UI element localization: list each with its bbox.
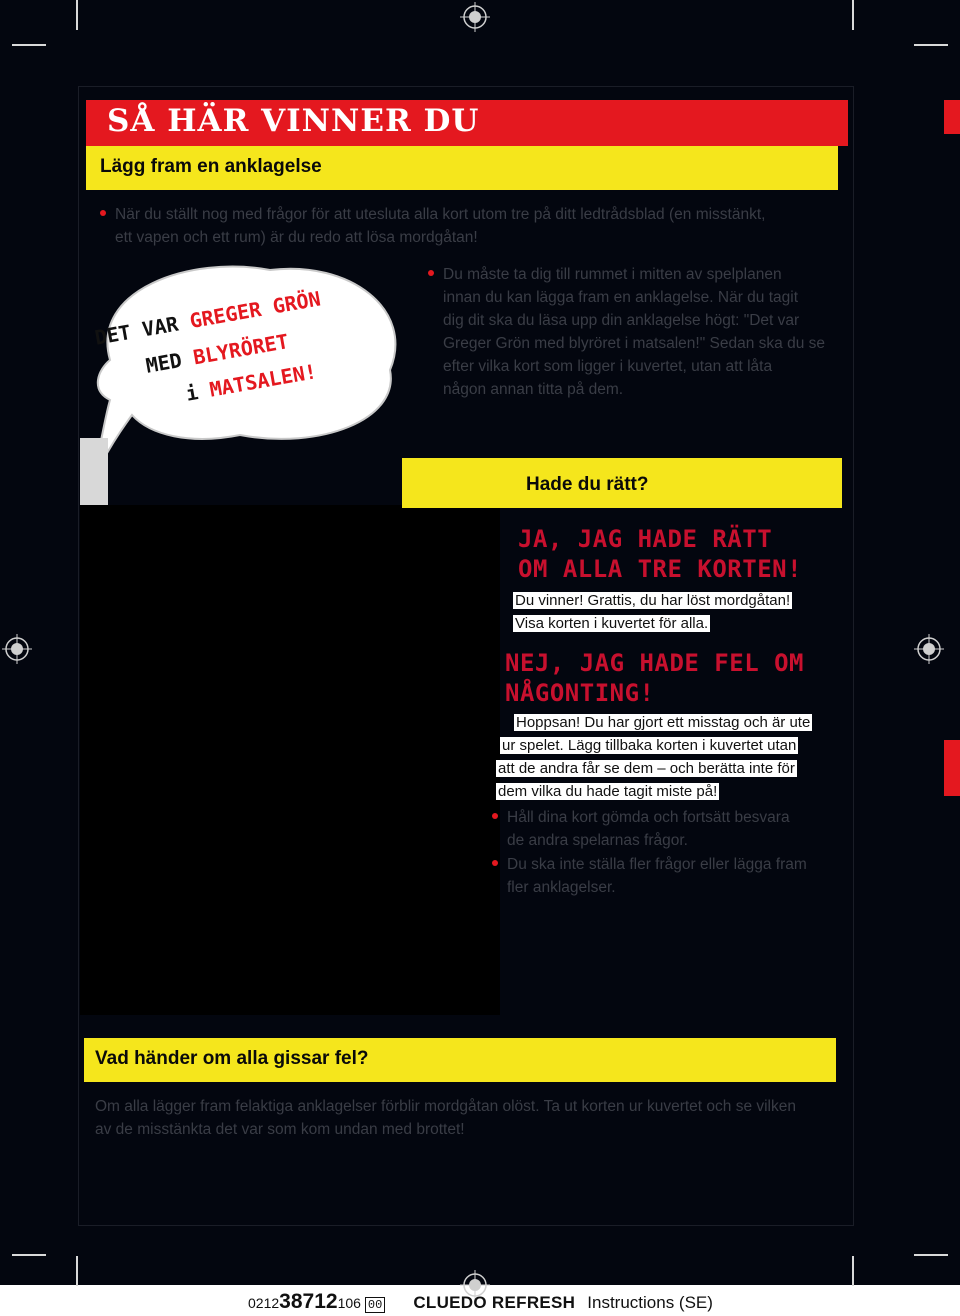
edge-tab — [944, 740, 960, 796]
illustration-area — [80, 505, 500, 1015]
bullet-icon — [100, 210, 106, 216]
page-title: SÅ HÄR VINNER DU — [107, 103, 480, 139]
bullet-icon — [492, 860, 498, 866]
yes-text: Du vinner! Grattis, du har löst mordgåtan! Visa korten i kuvertet för alla. — [515, 592, 791, 632]
speech-line-3: i MATSALEN! — [183, 359, 319, 406]
yes-title: JA, JAG HADE RÄTT OM ALLA TRE KORTEN! — [518, 525, 803, 583]
crop-mark — [914, 1254, 948, 1256]
product-name: CLUEDO REFRESH — [413, 1293, 576, 1312]
section-heading-all-wrong: Vad händer om alla gissar fel? — [95, 1048, 369, 1069]
all-wrong-text: Om alla lägger fram felaktiga anklagelser förblir mordgåtan olöst. Ta ut korten ur kuvertet och se vilken av de misstänkta det var som kom undan med brottet! — [95, 1098, 796, 1138]
illustration-strip — [80, 438, 108, 508]
accusation-bullet-1: När du ställt nog med frågor för att utesluta alla kort utom tre på ditt ledtrådsblad (en misstänkt, ett vapen och ett rum) är du redo att lösa mordgåtan! — [100, 203, 765, 249]
crop-mark — [12, 44, 46, 46]
bullet-icon — [492, 813, 498, 819]
print-footer: 021238712106 00 CLUEDO REFRESH Instructions (SE) — [248, 1290, 713, 1313]
crop-mark — [12, 1254, 46, 1256]
crop-mark — [76, 1256, 78, 1286]
crop-mark — [852, 1256, 854, 1286]
registration-mark-icon — [2, 634, 32, 664]
section-heading-result: Hade du rätt? — [526, 474, 649, 495]
accusation-bullet-2: Du måste ta dig till rummet i mitten av spelplanen innan du kan lägga fram en anklagelse. När du tagit dig dit ska du läsa upp din anklagelse högt: "Det var Greger Grön med blyröret i matsalen!" Sedan ska du se efter vilka kort som ligger i kuvertet, utan att låta någon annan titta på dem. — [428, 263, 838, 401]
bullet-icon — [428, 270, 434, 276]
speech-line-1: DET VAR GREGER GRÖN — [92, 286, 323, 350]
registration-mark-icon — [460, 2, 490, 32]
registration-mark-icon — [914, 634, 944, 664]
document-type: Instructions (SE) — [587, 1293, 713, 1312]
crop-mark — [914, 44, 948, 46]
no-title: NEJ, JAG HADE FEL OM NÅGONTING! — [505, 649, 804, 707]
version-box: 00 — [365, 1297, 385, 1313]
speech-bubble — [70, 250, 410, 525]
crop-mark — [852, 0, 854, 30]
section-heading-accusation: Lägg fram en anklagelse — [100, 156, 322, 177]
no-text: Hoppsan! Du har gjort ett misstag och är ute ur spelet. Lägg tillbaka korten i kuvertet utan att de andra får se dem – och berätta inte för dem vilka du hade tagit miste på! — [498, 714, 811, 800]
edge-tab — [944, 100, 960, 134]
crop-mark — [76, 0, 78, 30]
no-bullet-2: Du ska inte ställa fler frågor eller lägga fram fler anklagelser. — [492, 853, 807, 899]
speech-line-2: MED BLYRÖRET — [143, 329, 291, 378]
no-bullet-1: Håll dina kort gömda och fortsätt besvara de andra spelarnas frågor. — [492, 806, 790, 852]
